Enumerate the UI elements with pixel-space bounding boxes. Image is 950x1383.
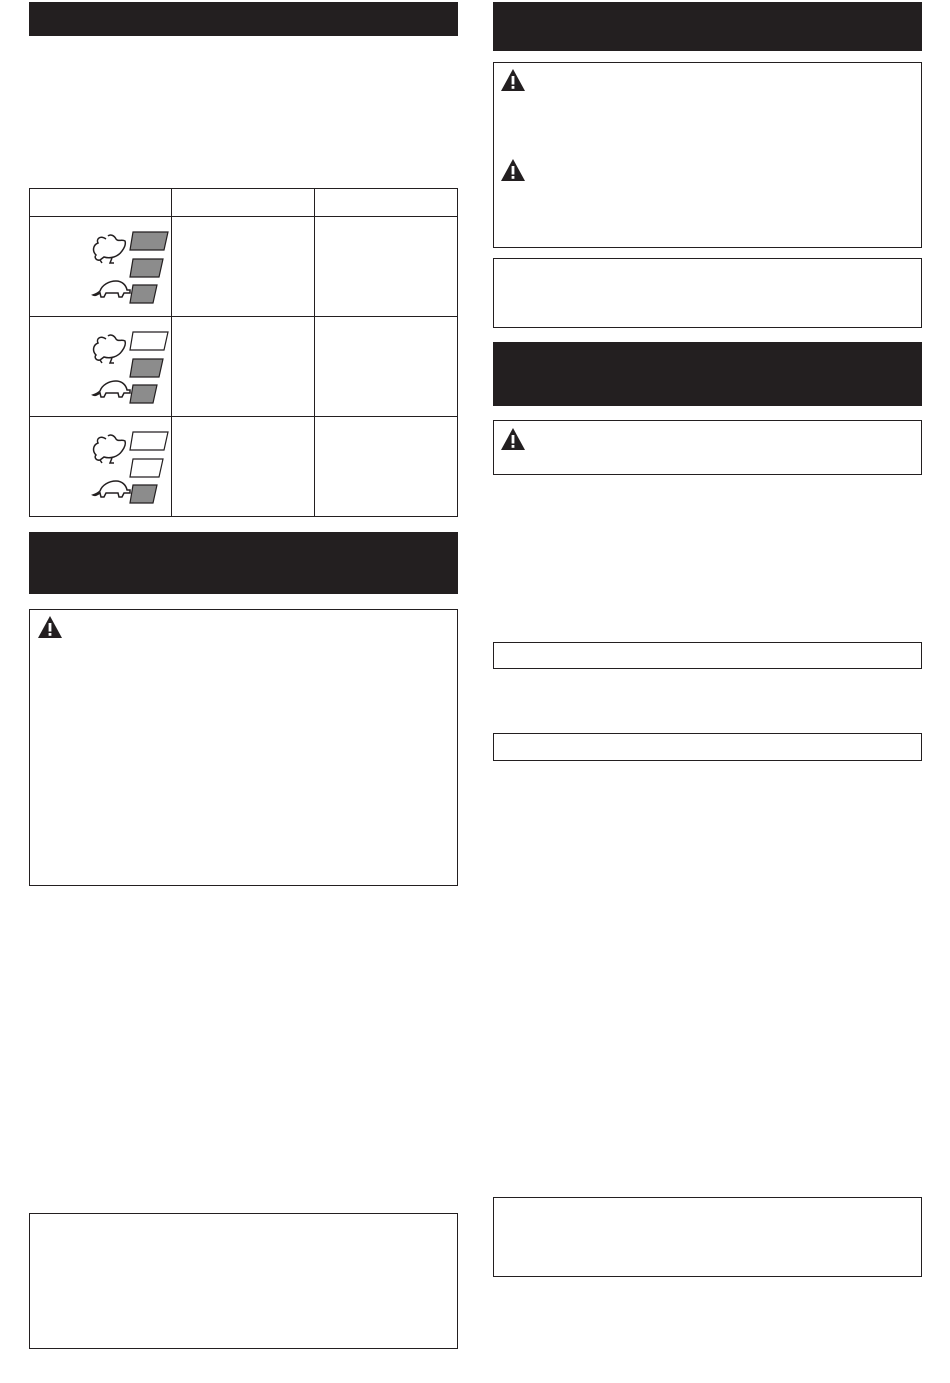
table-cell <box>315 417 458 517</box>
table-cell <box>172 417 315 517</box>
note-box <box>29 1213 458 1349</box>
speed-lamp-lit <box>130 359 163 377</box>
table-row <box>30 317 458 417</box>
rabbit-icon <box>94 435 126 463</box>
speed-lamp-lit <box>130 385 157 403</box>
rabbit-icon <box>94 335 126 363</box>
warning-triangle-icon <box>500 68 526 92</box>
table-header-cell <box>172 189 315 217</box>
table-header-cell <box>315 189 458 217</box>
note-box <box>493 733 922 761</box>
section-header-bar-2 <box>29 532 458 594</box>
table-row <box>30 217 458 317</box>
turtle-icon <box>93 281 130 297</box>
table-cell <box>315 317 458 417</box>
note-box <box>493 258 922 328</box>
warning-box <box>493 62 922 248</box>
warning-box <box>29 609 458 886</box>
speed-lamp-lit <box>130 285 157 303</box>
turtle-icon <box>93 381 130 397</box>
note-box <box>493 642 922 669</box>
table-row <box>30 417 458 517</box>
warning-box <box>493 420 922 475</box>
speed-lamp-lit <box>130 485 157 503</box>
rabbit-icon <box>94 235 126 263</box>
speed-lamp-off <box>130 432 168 450</box>
warning-triangle-icon <box>500 427 526 451</box>
indicator-cell <box>30 317 172 417</box>
section-header-bar-4 <box>493 342 922 406</box>
note-box <box>493 1197 922 1277</box>
turtle-icon <box>93 481 130 497</box>
table-cell <box>315 217 458 317</box>
table-cell <box>172 217 315 317</box>
table-header-cell <box>30 189 172 217</box>
table-header-row <box>30 189 458 217</box>
section-header-bar-3 <box>493 2 922 51</box>
warning-triangle-icon <box>37 615 63 639</box>
speed-lamp-off <box>130 332 168 350</box>
table-cell <box>172 317 315 417</box>
speed-lamp-off <box>130 459 163 477</box>
indicator-cell <box>30 217 172 317</box>
indicator-cell <box>30 417 172 517</box>
speed-indicator-table <box>29 188 458 517</box>
warning-triangle-icon <box>500 158 526 182</box>
section-header-bar-1 <box>29 2 458 36</box>
speed-lamp-lit <box>130 259 163 277</box>
speed-lamp-lit <box>130 232 168 250</box>
